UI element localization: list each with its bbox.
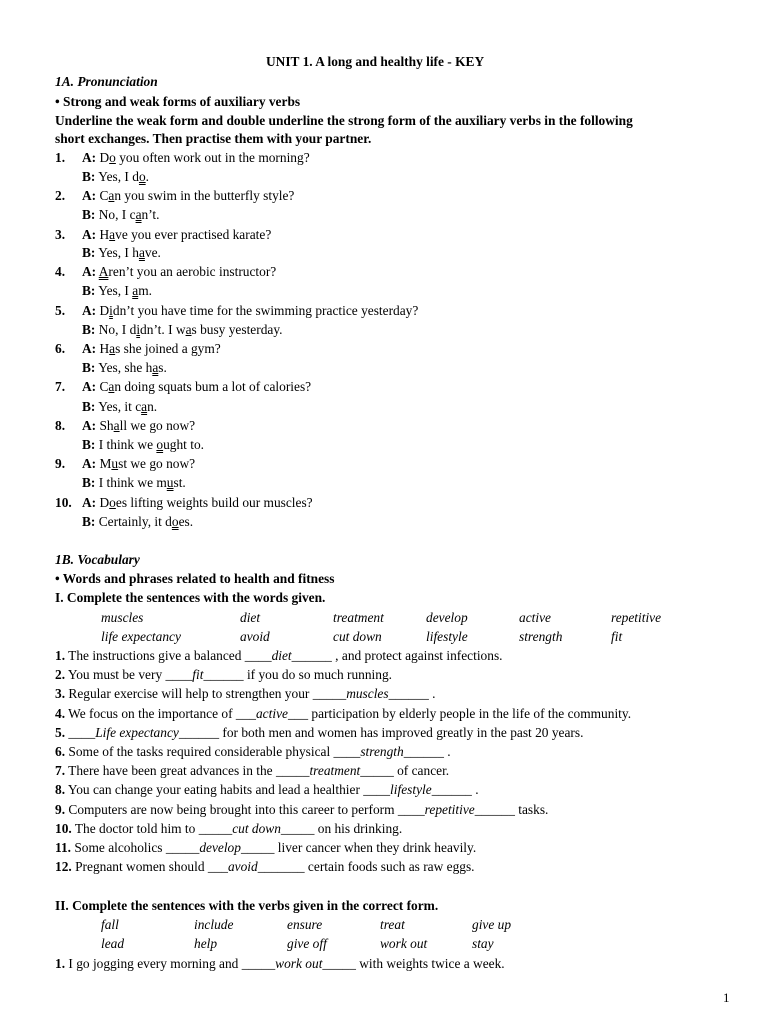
item-number: 2. xyxy=(55,188,66,203)
word-option: life expectancy xyxy=(101,629,181,644)
exchange-line: B: I think we must. xyxy=(82,475,186,490)
exchange-line: B: Yes, I have. xyxy=(82,245,161,260)
answer: active xyxy=(255,706,288,721)
word-option: cut down xyxy=(333,629,382,644)
exchange-line: B: Yes, I am. xyxy=(82,283,152,298)
item-number: 10. xyxy=(55,495,72,510)
answer: repetitive xyxy=(424,802,475,817)
section-subheading: • Words and phrases related to health and fitness xyxy=(55,571,335,586)
exchange-line: B: Yes, she has. xyxy=(82,360,167,375)
exchange-line: B: Yes, I do. xyxy=(82,169,149,184)
exercise-sentence: 11. Some alcoholics _____develop_____ liver cancer when they drink heavily. xyxy=(55,840,477,855)
word-option: ensure xyxy=(287,917,323,932)
exchange-line: A: Do you often work out in the morning? xyxy=(82,150,310,165)
exercise-sentence: 3. Regular exercise will help to strengthen your _____muscles______ . xyxy=(55,686,436,701)
word-option: treatment xyxy=(333,610,384,625)
exercise-sentence: 4. We focus on the importance of ___active___ participation by elderly people in the life of the community. xyxy=(55,706,632,721)
answer: Life expectancy xyxy=(95,725,179,740)
answer: strength xyxy=(360,744,404,759)
answer: lifestyle xyxy=(390,782,432,797)
exercise-sentence: 2. You must be very ____fit______ if you do so much running. xyxy=(55,667,393,682)
exchange-line: A: Does lifting weights build our muscles? xyxy=(82,495,313,510)
answer: muscles xyxy=(346,686,389,701)
exchange-line: B: No, I can’t. xyxy=(82,207,160,222)
word-option: fit xyxy=(611,629,623,644)
item-number: 3. xyxy=(55,227,66,242)
item-number: 5. xyxy=(55,303,66,318)
instruction-line-1: Underline the weak form and double underline the strong form of the auxiliary verbs in the following xyxy=(55,113,633,128)
word-option: include xyxy=(194,917,234,932)
answer: diet xyxy=(271,648,292,663)
exercise-sentence: 9. Computers are now being brought into this career to perform ____repetitive______ tasks. xyxy=(55,802,549,817)
section-heading-pronunciation: 1A. Pronunciation xyxy=(55,74,158,89)
exchange-line: B: Yes, it can. xyxy=(82,399,158,414)
word-option: work out xyxy=(380,936,428,951)
exchange-line: A: Shall we go now? xyxy=(82,418,196,433)
exchange-line: A: Can doing squats bum a lot of calories? xyxy=(82,379,312,394)
word-option: repetitive xyxy=(611,610,662,625)
word-option: fall xyxy=(101,917,119,932)
word-option: develop xyxy=(426,610,468,625)
word-option: treat xyxy=(380,917,405,932)
page-number: 1 xyxy=(723,990,730,1005)
item-number: 1. xyxy=(55,150,66,165)
exercise-sentence: 6. Some of the tasks required considerable physical ____strength______ . xyxy=(55,744,451,759)
exercise-2-title: II. Complete the sentences with the verbs given in the correct form. xyxy=(55,898,439,913)
answer: develop xyxy=(199,840,241,855)
exchange-line: B: No, I didn’t. I was busy yesterday. xyxy=(82,322,283,337)
word-option: stay xyxy=(472,936,494,951)
word-option: lifestyle xyxy=(426,629,468,644)
exchange-line: A: Aren’t you an aerobic instructor? xyxy=(82,264,277,279)
instruction-line-2: short exchanges. Then practise them with your partner. xyxy=(55,131,372,146)
word-option: muscles xyxy=(101,610,144,625)
exchange-line: A: Has she joined a gym? xyxy=(82,341,221,356)
item-number: 6. xyxy=(55,341,66,356)
exercise-1-title: I. Complete the sentences with the words given. xyxy=(55,590,326,605)
word-option: avoid xyxy=(240,629,270,644)
exchange-line: A: Have you ever practised karate? xyxy=(82,227,272,242)
word-option: active xyxy=(519,610,551,625)
exercise-sentence: 1. I go jogging every morning and _____work out_____ with weights twice a week. xyxy=(55,956,505,971)
section-subheading: • Strong and weak forms of auxiliary verbs xyxy=(55,94,301,109)
word-option: lead xyxy=(101,936,125,951)
exchange-line: A: Can you swim in the butterfly style? xyxy=(82,188,295,203)
answer: avoid xyxy=(227,859,258,874)
word-option: help xyxy=(194,936,218,951)
item-number: 7. xyxy=(55,379,66,394)
item-number: 8. xyxy=(55,418,66,433)
word-option: diet xyxy=(240,610,261,625)
exercise-sentence: 5. ____Life expectancy______ for both men and women has improved greatly in the past 20 years. xyxy=(55,725,584,740)
word-option: give up xyxy=(472,917,512,932)
answer: cut down xyxy=(232,821,281,836)
exercise-sentence: 12. Pregnant women should ___avoid_______ certain foods such as raw eggs. xyxy=(55,859,475,874)
exchange-line: B: Certainly, it does. xyxy=(82,514,194,529)
answer: fit xyxy=(192,667,204,682)
exercise-sentence: 8. You can change your eating habits and lead a healthier ____lifestyle______ . xyxy=(55,782,479,797)
page-title: UNIT 1. A long and healthy life - KEY xyxy=(266,54,485,69)
exchange-line: A: Didn’t you have time for the swimming practice yesterday? xyxy=(82,303,419,318)
exchange-line: A: Must we go now? xyxy=(82,456,196,471)
answer: work out xyxy=(275,956,323,971)
item-number: 9. xyxy=(55,456,66,471)
word-option: strength xyxy=(519,629,563,644)
exchange-line: B: I think we ought to. xyxy=(82,437,205,452)
answer: treatment xyxy=(309,763,361,778)
section-heading-vocabulary: 1B. Vocabulary xyxy=(55,552,140,567)
exercise-sentence: 1. The instructions give a balanced ____diet______ , and protect against infections. xyxy=(55,648,503,663)
item-number: 4. xyxy=(55,264,66,279)
exercise-sentence: 7. There have been great advances in the _____treatment_____ of cancer. xyxy=(55,763,450,778)
word-option: give off xyxy=(287,936,327,951)
exercise-sentence: 10. The doctor told him to _____cut down_____ on his drinking. xyxy=(55,821,403,836)
